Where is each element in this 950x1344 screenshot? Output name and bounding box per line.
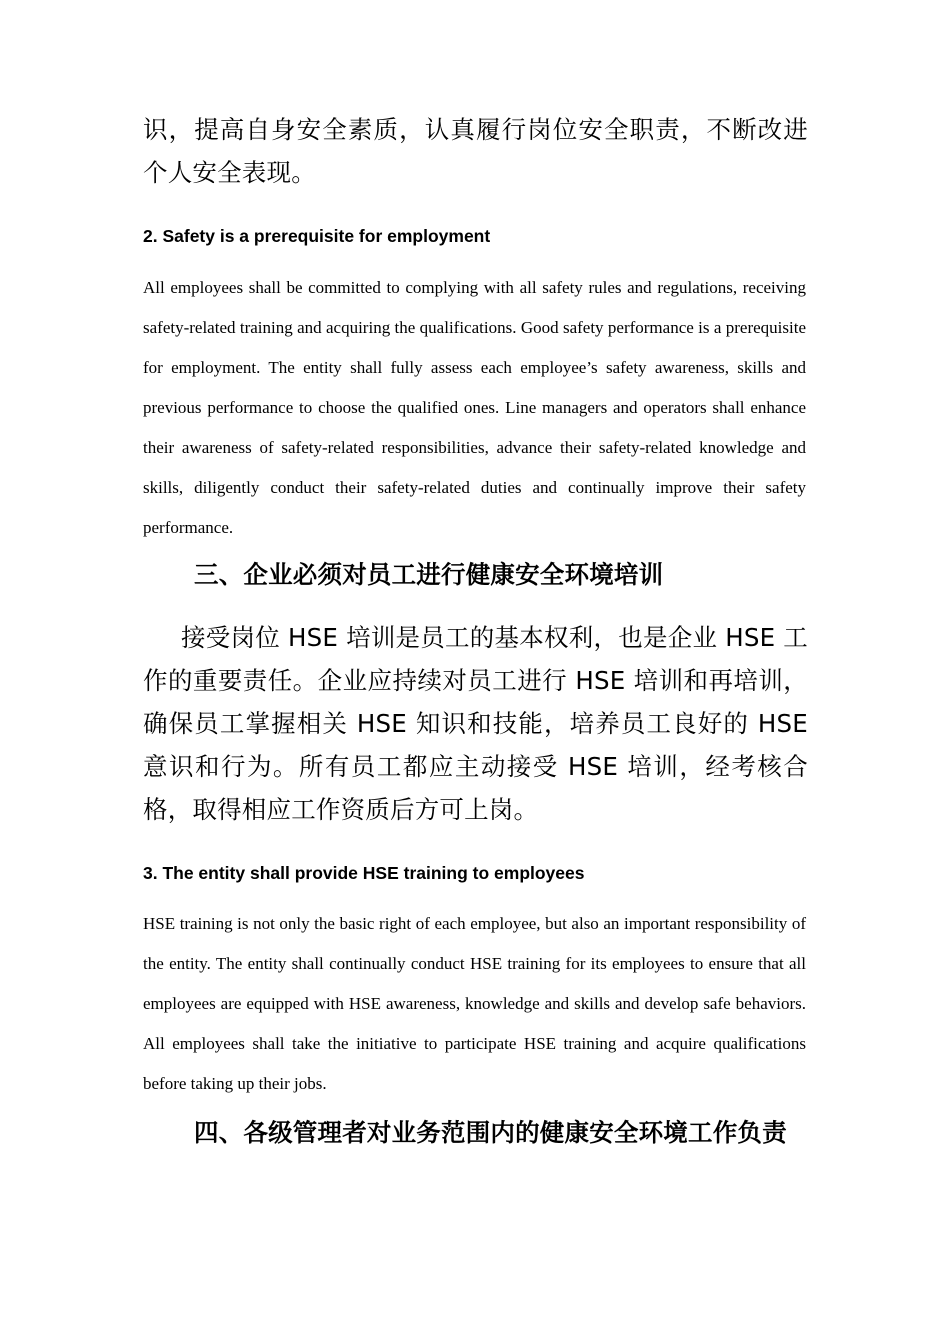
chinese-paragraph-continuation: 识，提高自身安全素质，认真履行岗位安全职责，不断改进个人安全表现。 [143, 115, 808, 187]
section-3-english-paragraph: HSE training is not only the basic right of each employee, but also an important responsibility of the entity. The entity shall continually conduct HSE training for its employees to ensure that all employees are equipped with HSE awareness, knowledge and skills and develop safe behaviors. All employees shall take the initiative to participate HSE training and acquire qualifications before taking up their jobs. [143, 914, 806, 1093]
section-2-english-heading: 2. Safety is a prerequisite for employment [143, 226, 491, 246]
section-3-chinese-heading: 三、企业必须对员工进行健康安全环境培训 [194, 560, 664, 589]
section-3-english-heading: 3. The entity shall provide HSE training to employees [143, 863, 585, 883]
section-4-chinese-heading: 四、各级管理者对业务范围内的健康安全环境工作负责 [194, 1118, 787, 1147]
section-3-chinese-paragraph: 接受岗位 HSE 培训是员工的基本权利，也是企业 HSE 工作的重要责任。企业应持续对员工进行 HSE 培训和再培训，确保员工掌握相关 HSE 知识和技能，培养员工良好的 HSE 意识和行为。所有员工都应主动接受 HSE 培训，经考核合格，取得相应工作资质后方可上岗。 [143, 623, 808, 824]
section-2-english-paragraph: All employees shall be committed to complying with all safety rules and regulations, receiving safety-related training and acquiring the qualifications. Good safety performance is a prerequisite for employment. The entity shall fully assess each employee’s safety awareness, skills and previous performance to choose the qualified ones. Line managers and operators shall enhance their awareness of safety-related responsibilities, advance their safety-related knowledge and skills, diligently conduct their safety-related duties and continually improve their safety performance. [143, 278, 806, 537]
